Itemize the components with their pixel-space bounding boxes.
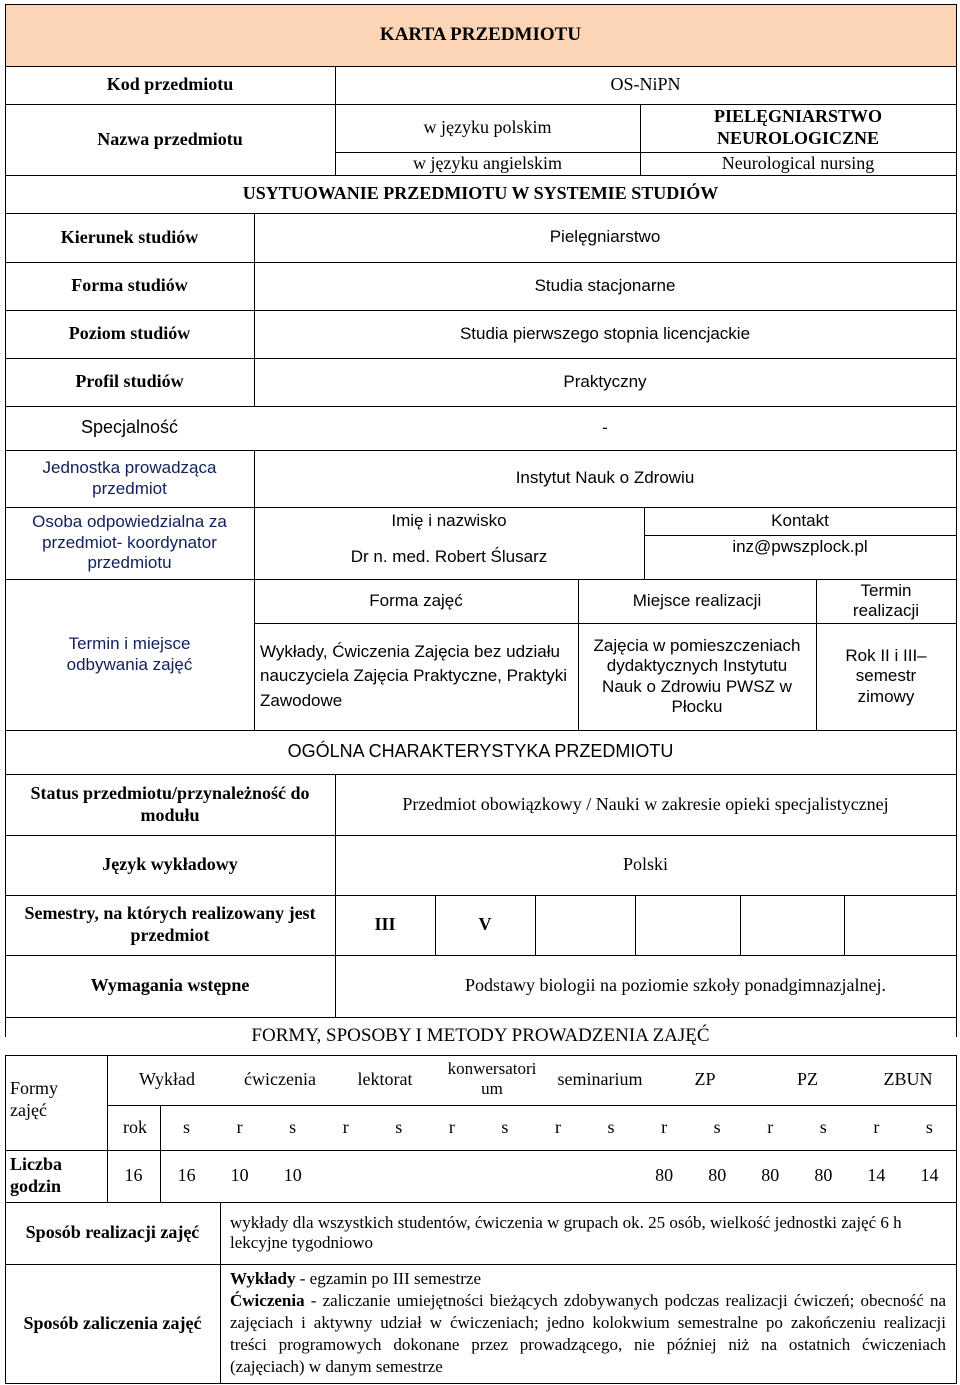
- form-header: Wykład: [139, 1069, 195, 1090]
- sub-header: s: [501, 1116, 509, 1137]
- form-header: PZ: [796, 1069, 818, 1090]
- name-en-label: w języku angielskim: [413, 152, 562, 173]
- miejsce-value: Zajęcia w pomieszczeniach dydaktycznych Instytutu Nauk o Zdrowiu PWSZ w Płocku: [593, 635, 801, 716]
- kontakt-value: inz@pwszplock.pl: [732, 536, 868, 556]
- hours-cell: [319, 1150, 372, 1202]
- imie-value: Dr n. med. Robert Ślusarz: [350, 546, 548, 566]
- hours-cell: 10: [283, 1165, 302, 1186]
- form-header: konwersatorium: [447, 1058, 537, 1098]
- sub-header: s: [289, 1116, 297, 1137]
- liczba-label: Liczba godzin: [10, 1154, 62, 1196]
- semestr-cell: III: [374, 914, 396, 935]
- sub-header: r: [236, 1116, 243, 1137]
- poziom-value: Studia pierwszego stopnia licencjackie: [459, 323, 751, 343]
- profil-label: Profil studiów: [75, 371, 184, 392]
- semestr-cell: [740, 895, 844, 955]
- rok-label: rok: [123, 1116, 147, 1137]
- sub-header: r: [767, 1116, 774, 1137]
- sub-header: s: [607, 1116, 615, 1137]
- jezyk-value: Polski: [622, 854, 669, 875]
- semestr-cell: [635, 895, 740, 955]
- zal-wyklady-bold: Wykłady: [230, 1269, 296, 1288]
- form-header: lektorat: [357, 1069, 413, 1090]
- hours-cell: 80: [761, 1165, 780, 1186]
- specjalnosc-value: -: [602, 417, 608, 437]
- form-header: ZP: [694, 1069, 716, 1090]
- sub-header: r: [448, 1116, 455, 1137]
- kontakt-header: Kontakt: [771, 510, 829, 530]
- sub-header: r: [873, 1116, 880, 1137]
- form-header: ćwiczenia: [244, 1069, 316, 1090]
- sposob-zaliczenia-label: Sposób zaliczenia zajęć: [23, 1313, 202, 1334]
- general-heading: OGÓLNA CHARAKTERYSTYKA PRZEDMIOTU: [287, 741, 674, 762]
- forma-zajec-value: Wykłady, Ćwiczenia Zajęcia bez udziału nauczyciela Zajęcia Praktyczne, Praktyki Zawodowe: [260, 641, 568, 710]
- termin-label: Termin i miejsce odbywania zajęć: [66, 634, 193, 674]
- semestr-cell: V: [478, 914, 492, 935]
- form-header: ZBUN: [883, 1069, 933, 1090]
- hours-cell: [372, 1150, 425, 1202]
- hours-cell: 80: [655, 1165, 674, 1186]
- forma-value: Studia stacjonarne: [534, 275, 676, 295]
- sposob-realizacji-label: Sposób realizacji zajęć: [25, 1222, 200, 1243]
- zal-cwiczenia-text: - zaliczanie umiejętności bieżących zdobywanych podczas realizacji ćwiczeń; obecność na zajęciach i aktywny udział w ćwiczeniach; jedno kolokwium semestralne po zakończeniu realizacji treści programowych dokonane przez prowadzącego, nie później niż na ostatnich ćwiczeniach (zajęciach) w danym semestrze: [230, 1291, 946, 1377]
- hours-cell: [532, 1150, 585, 1202]
- forma-zajec-header: Forma zajęć: [369, 590, 463, 610]
- semestr-cell: [844, 895, 956, 955]
- placement-heading: USYTUOWANIE PRZEDMIOTU W SYSTEMIE STUDIÓW: [242, 183, 719, 204]
- form-header: seminarium: [557, 1069, 643, 1090]
- wymagania-value: Podstawy biologii na poziomie szkoły ponadgimnazjalnej.: [465, 975, 886, 996]
- hours-cell: 80: [814, 1165, 833, 1186]
- hours-cell: 16: [124, 1165, 143, 1186]
- code-value: OS-NiPN: [610, 74, 681, 95]
- semestry-label: Semestry, na których realizowany jest przedmiot: [24, 903, 316, 945]
- name-label: Nazwa przedmiotu: [97, 128, 243, 149]
- sposob-realizacji-value: wykłady dla wszystkich studentów, ćwiczenia w grupach ok. 25 osób, wielkość jednostki zajęć 6 h lekcyjne tygodniowo: [230, 1212, 902, 1252]
- name-pl-value: PIELĘGNIARSTWO NEUROLOGICZNE: [713, 106, 883, 148]
- hours-cell: 14: [920, 1165, 939, 1186]
- hours-cell: 16: [177, 1165, 196, 1186]
- page-title: KARTA PRZEDMIOTU: [379, 23, 582, 45]
- jednostka-label: Jednostka prowadząca przedmiot: [42, 458, 217, 498]
- profil-value: Praktyczny: [563, 371, 647, 391]
- forma-label: Forma studiów: [71, 275, 188, 296]
- poziom-label: Poziom studiów: [68, 323, 191, 344]
- sub-header: s: [925, 1116, 933, 1137]
- termin-value: Rok II i III– semestr zimowy: [845, 645, 927, 706]
- zal-wyklady-text: - egzamin po III semestrze: [295, 1269, 482, 1288]
- sub-header: r: [342, 1116, 349, 1137]
- sub-header: r: [554, 1116, 561, 1137]
- zal-wyklady: [230, 1268, 946, 1290]
- kierunek-value: Pielęgniarstwo: [549, 227, 661, 247]
- status-value: Przedmiot obowiązkowy / Nauki w zakresie opieki specjalistycznej: [402, 793, 889, 814]
- termin-header: Termin realizacji: [852, 580, 920, 620]
- miejsce-header: Miejsce realizacji: [632, 590, 762, 610]
- zal-cwiczenia-bold: Ćwiczenia: [230, 1291, 305, 1311]
- hours-cell: 80: [708, 1165, 727, 1186]
- sub-header: r: [661, 1116, 668, 1137]
- osoba-label: Osoba odpowiedzialna za przedmiot- koordynator przedmiotu: [32, 512, 227, 573]
- wymagania-label: Wymagania wstępne: [90, 975, 250, 996]
- semestr-cell: [535, 895, 635, 955]
- hours-cell: [478, 1150, 531, 1202]
- kierunek-label: Kierunek studiów: [60, 226, 199, 247]
- hours-cell: 14: [867, 1165, 886, 1186]
- methods-heading: FORMY, SPOSOBY I METODY PROWADZENIA ZAJĘĆ: [251, 1024, 710, 1046]
- sposob-zaliczenia-value: [220, 1268, 956, 1380]
- sub-header: s: [395, 1116, 403, 1137]
- hours-cell: 10: [230, 1165, 249, 1186]
- formy-label: Formy zajęć: [10, 1078, 59, 1120]
- sub-header: s: [713, 1116, 721, 1137]
- sub-header: s: [183, 1116, 191, 1137]
- imie-header: Imię i nazwisko: [391, 510, 507, 530]
- code-label: Kod przedmiotu: [106, 74, 234, 95]
- specjalnosc-label: Specjalność: [80, 417, 179, 438]
- zal-cwiczenia: [230, 1290, 946, 1378]
- sub-header: s: [819, 1116, 827, 1137]
- hours-cell: [585, 1150, 638, 1202]
- jezyk-label: Język wykładowy: [102, 854, 238, 875]
- hours-cell: [425, 1150, 478, 1202]
- status-label: Status przedmiotu/przynależność do modułu: [30, 782, 310, 825]
- jednostka-value: Instytut Nauk o Zdrowiu: [515, 468, 695, 488]
- name-en-value: Neurological nursing: [721, 152, 875, 173]
- name-pl-label: w języku polskim: [423, 117, 552, 138]
